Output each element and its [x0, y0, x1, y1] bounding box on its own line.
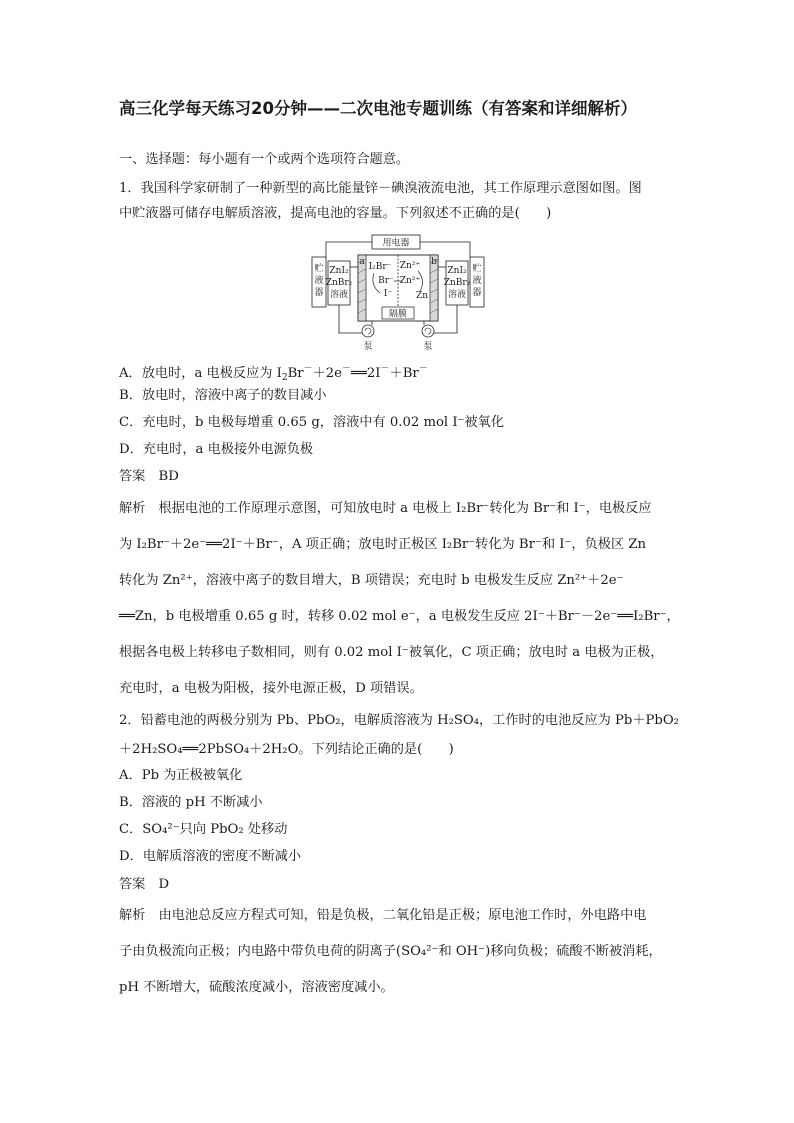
pump-right-label: 泵	[423, 342, 433, 352]
left-solution-label-1: ZnI₂	[329, 266, 349, 276]
q2-analysis-line: pH 不断增大，硫酸浓度减小，溶液密度减小。	[119, 980, 394, 995]
electrode-b-label: b	[431, 257, 437, 267]
q2-stem-line2: ＋2H₂SO₄══2PbSO₄＋2H₂O。下列结论正确的是( )	[119, 742, 454, 757]
right-reservoir-label-3: 器	[472, 288, 482, 298]
q2-option-d: D．电解质溶液的密度不断减小	[119, 849, 302, 864]
q1-answer: 答案 BD	[119, 469, 179, 484]
q1-option-c: C．充电时，b 电极每增重 0.65 g，溶液中有 0.02 mol I⁻被氧化	[119, 415, 505, 430]
q1-analysis-line: 为 I₂Br⁻＋2e⁻══2I⁻＋Br⁻，A 项正确；放电时正极区 I₂Br⁻转化为 Br⁻和 I⁻，负极区 Zn	[119, 537, 647, 552]
electrode-a-label: a	[359, 257, 365, 267]
right-reservoir-label-1: 贮	[472, 264, 482, 274]
q1-analysis-line: 充电时，a 电极为阳极，接外电源正极，D 项错误。	[119, 681, 423, 696]
membrane-label: 隔膜	[388, 309, 408, 320]
left-solution-label-3: 溶液	[329, 290, 349, 300]
species-zn2-mid: Zn²⁺	[399, 276, 421, 286]
q2-option-b: B．溶液的 pH 不断减小	[119, 795, 263, 810]
q1-option-b: B．放电时，溶液中离子的数目减小	[119, 388, 327, 403]
q1-option-a: A．放电时，a 电极反应为 $I_2Br^-+2e^-══2I^-+Br^-$	[119, 364, 428, 383]
species-br: Br⁻	[378, 276, 394, 286]
left-reservoir-label-1: 贮	[314, 264, 324, 274]
page-title: 高三化学每天练习20分钟——二次电池专题训练（有答案和详细解析）	[119, 99, 637, 118]
left-reservoir-label-2: 液	[314, 276, 324, 286]
pump-left-label: 泵	[363, 342, 373, 352]
species-zn2-top: Zn²⁺	[399, 261, 421, 271]
section-heading: 一、选择题：每小题有一个或两个选项符合题意。	[119, 152, 410, 167]
q2-stem-line1: 2．铅蓄电池的两极分别为 Pb、PbO₂，电解质溶液为 H₂SO₄，工作时的电池反应为 Pb＋PbO₂	[119, 713, 679, 728]
zinc-bromine-battery-diagram	[310, 233, 486, 357]
right-solution-label-1: ZnI₂	[447, 266, 467, 276]
q2-analysis-line: 子由负极流向正极；内电路中带负电荷的阴离子(SO₄²⁻和 OH⁻)移向负极；硫酸不断被消耗，	[119, 944, 662, 959]
species-i2br: I₂Br⁻	[368, 262, 392, 272]
q2-analysis-line: 解析 由电池总反应方程式可知，铅是负极，二氧化铅是正极；原电池工作时，外电路中电	[119, 908, 647, 923]
q2-option-c: C．SO₄²⁻只向 PbO₂ 处移动	[119, 822, 288, 837]
q1-stem-line1: 1．我国科学家研制了一种新型的高比能量锌－碘溴液流电池，其工作原理示意图如图。图	[119, 181, 642, 196]
pump-left-icon	[362, 325, 374, 337]
q2-option-a: A．Pb 为正极被氧化	[119, 768, 243, 783]
left-reservoir-label-3: 器	[314, 288, 324, 298]
q2-answer: 答案 D	[119, 877, 170, 892]
species-zn: Zn	[415, 291, 429, 301]
q1-analysis-line: 根据各电极上转移电子数相同，则有 0.02 mol I⁻被氧化，C 项正确；放电时 a 电极为正极，	[119, 645, 664, 660]
q1-analysis-line: 转化为 Zn²⁺，溶液中离子的数目增大，B 项错误；充电时 b 电极发生反应 Zn²⁺＋2e⁻	[119, 573, 624, 588]
right-reservoir-label-2: 液	[472, 276, 482, 286]
device-label: 用电器	[382, 238, 410, 249]
left-solution-label-2: ZnBr₂	[325, 278, 353, 288]
q1-analysis-line: ══Zn，b 电极增重 0.65 g 时，转移 0.02 mol e⁻，a 电极发生反应 2I⁻＋Br⁻－2e⁻══I₂Br⁻，	[119, 609, 680, 624]
q1-analysis-line: 解析 根据电池的工作原理示意图，可知放电时 a 电极上 I₂Br⁻转化为 Br⁻和 I⁻，电极反应	[119, 501, 652, 516]
pump-right-icon	[422, 325, 434, 337]
q1-option-d: D．充电时，a 电极接外电源负极	[119, 442, 314, 457]
right-solution-label-2: ZnBr₂	[443, 278, 471, 288]
species-i: I⁻	[383, 289, 393, 299]
right-solution-label-3: 溶液	[447, 290, 467, 300]
q1-stem-line2: 中贮液器可储存电解质溶液，提高电池的容量。下列叙述不正确的是( )	[119, 206, 552, 221]
